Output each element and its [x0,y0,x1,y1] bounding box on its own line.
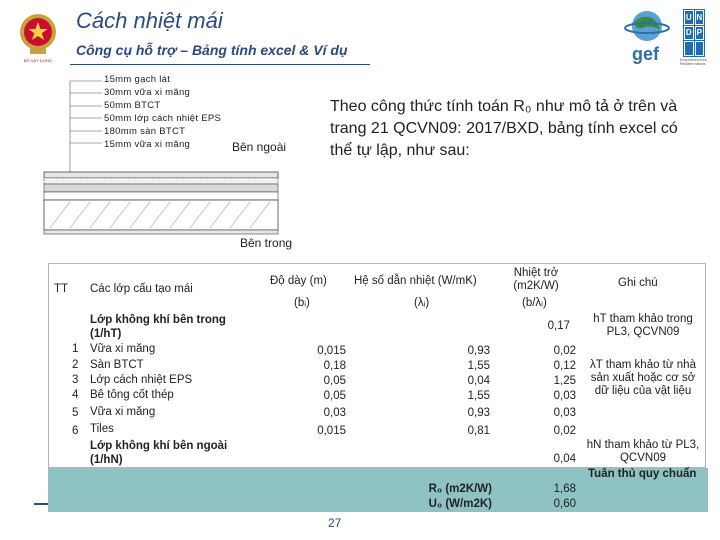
row-2-tt: 2 [72,359,79,371]
note-hn: hN tham khảo từ PL3, QCVN09 [586,439,700,464]
header-resistance: Nhiệt trở (m2K/W) [513,267,559,292]
row-4-lambda: 1,55 [467,390,490,402]
explanation-text: Theo công thức tính toán R₀ như mô tả ở trên và trang 21 QCVN09: 2017/BXD, bảng tính excel có thể tự lập, như sau: [330,98,678,159]
page-number: 27 [328,516,342,530]
page-title: Cách nhiệt mái [76,8,223,33]
row-4-r: 0,03 [553,390,576,402]
row-3-name: Lớp cách nhiệt EPS [90,374,193,386]
row-2-lambda: 1,55 [467,360,490,372]
row-3-thickness: 0,05 [323,375,346,387]
page-subtitle: Công cụ hỗ trợ – Bảng tính excel & Ví dụ [76,42,348,58]
row-inner-air-name: Lớp không khí bên trong (1/hT) [90,314,226,340]
inside-label: Bên trong [240,236,293,250]
undp-caption: Empowered lives. Resilient nations. [680,58,708,66]
layer-label-rc-top: 50mm BTCT [104,100,161,111]
header-layers: Các lớp cấu tạo mái [90,283,193,295]
undp-logo: U N D P [682,8,706,58]
row-3-r: 1,25 [553,375,576,387]
row-outer-air-name: Lớp không khí bên ngoài (1/hN) [90,440,228,466]
header-divider [70,64,370,65]
row-5-thickness: 0,03 [323,407,346,419]
ro-label: R₀ (m2K/W) [428,483,492,495]
row-6-r: 0,02 [553,425,576,437]
layer-label-eps: 50mm lớp cách nhiệt EPS [104,113,222,124]
roof-section-diagram [40,76,300,236]
roof-layers-drawing [40,76,300,236]
layer-label-tiles: 15mm gạch lát [104,74,171,85]
footer-accent-line [34,503,48,505]
layer-label-rc-slab: 180mm sàn BTCT [104,126,186,137]
header-notes: Ghi chú [618,277,658,289]
row-5-lambda: 0,93 [467,407,490,419]
header-thickness-symbol: (bᵢ) [294,297,310,309]
note-ht: hT tham khảo trong PL3, QCVN09 [593,313,693,338]
row-1-tt: 1 [72,343,79,355]
header-conductivity: Hệ số dẫn nhiệt (W/mK) [354,275,477,287]
header-thickness: Độ dày (m) [270,275,327,287]
uo-label: U₀ (W/m2K) [428,498,492,510]
row-4-name: Bê tông cốt thép [90,389,174,401]
svg-text:gef: gef [632,44,659,64]
row-2-thickness: 0,18 [323,360,346,372]
row-2-name: Sàn BTCT [90,359,144,371]
header-tt: TT [54,283,69,295]
row-2-r: 0,12 [553,360,576,372]
gef-logo-icon [622,8,672,64]
row-5-name: Vữa xi măng [90,406,156,418]
row-outer-air-r: 0,04 [553,453,576,465]
row-4-tt: 4 [72,389,79,401]
layer-label-mortar-top: 30mm vữa xi măng [104,87,191,98]
emblem-caption: BỘ XÂY DỰNG [23,58,53,63]
row-6-name: Tiles [90,423,114,435]
header-resistance-symbol: (b/λᵢ) [522,297,547,309]
note-lambda: λT tham khảo từ nhà sản xuất hoặc cơ sở dữ liệu của vật liệu [590,359,696,397]
row-4-thickness: 0,05 [323,390,346,402]
outside-label: Bên ngoài [232,140,287,154]
ro-value: 1,68 [553,483,576,495]
compliance-note: Tuân thủ quy chuẩn [588,468,697,480]
row-6-lambda: 0,81 [467,425,490,437]
row-3-lambda: 0,04 [467,375,490,387]
row-inner-air-r: 0,17 [547,320,570,332]
header-conductivity-symbol: (λᵢ) [414,297,430,309]
vietnam-emblem-icon [18,10,58,58]
row-6-thickness: 0,015 [317,425,346,437]
row-5-tt: 5 [72,407,79,419]
row-1-thickness: 0,015 [317,345,346,357]
slide-header [0,0,720,72]
row-5-r: 0,03 [553,407,576,419]
uo-value: 0,60 [553,498,576,510]
row-1-r: 0,02 [553,345,576,357]
row-6-tt: 6 [72,425,79,437]
row-1-lambda: 0,93 [467,345,490,357]
layer-label-mortar-bottom: 15mm vữa xi măng [104,139,191,150]
row-1-name: Vữa xi măng [90,343,156,355]
row-3-tt: 3 [72,374,79,386]
